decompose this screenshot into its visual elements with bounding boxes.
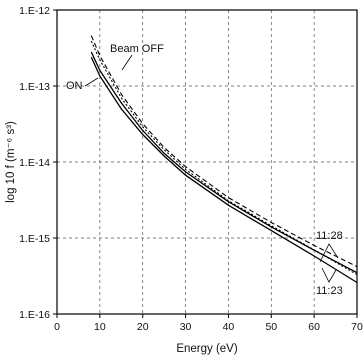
y-tick-label: 1.E-12 [19,5,50,17]
annotation-on-leader [85,78,98,86]
tick-labels [19,5,363,333]
series-group [91,36,357,283]
annotation-1128: 11:28 [316,230,343,242]
x-tick-label: 40 [222,321,235,333]
x-tick-label: 60 [308,321,320,333]
y-tick-label: 1.E-15 [19,233,50,245]
y-axis-label: log 10 f (m⁻⁶ s³) [5,121,17,203]
annotation-1123: 11:23 [316,285,343,297]
y-tick-label: 1.E-14 [19,157,50,169]
x-tick-label: 0 [54,321,60,333]
x-tick-label: 50 [265,321,278,333]
x-tick-label: 20 [136,321,149,333]
annotation-beam-off: Beam OFF [110,43,164,55]
grid [57,10,357,314]
series-line-on-1 [91,57,357,282]
annotation-1123-marker [322,268,336,282]
y-tick-label: 1.E-16 [19,309,50,321]
x-tick-label: 70 [351,321,363,333]
x-tick-label: 30 [179,321,192,333]
y-tick-label: 1.E-13 [19,81,50,93]
x-tick-label: 10 [94,321,106,333]
annotation-beam-off-leader [122,55,132,70]
annotation-on: ON [66,80,83,92]
x-axis-label: Energy (eV) [176,343,238,355]
